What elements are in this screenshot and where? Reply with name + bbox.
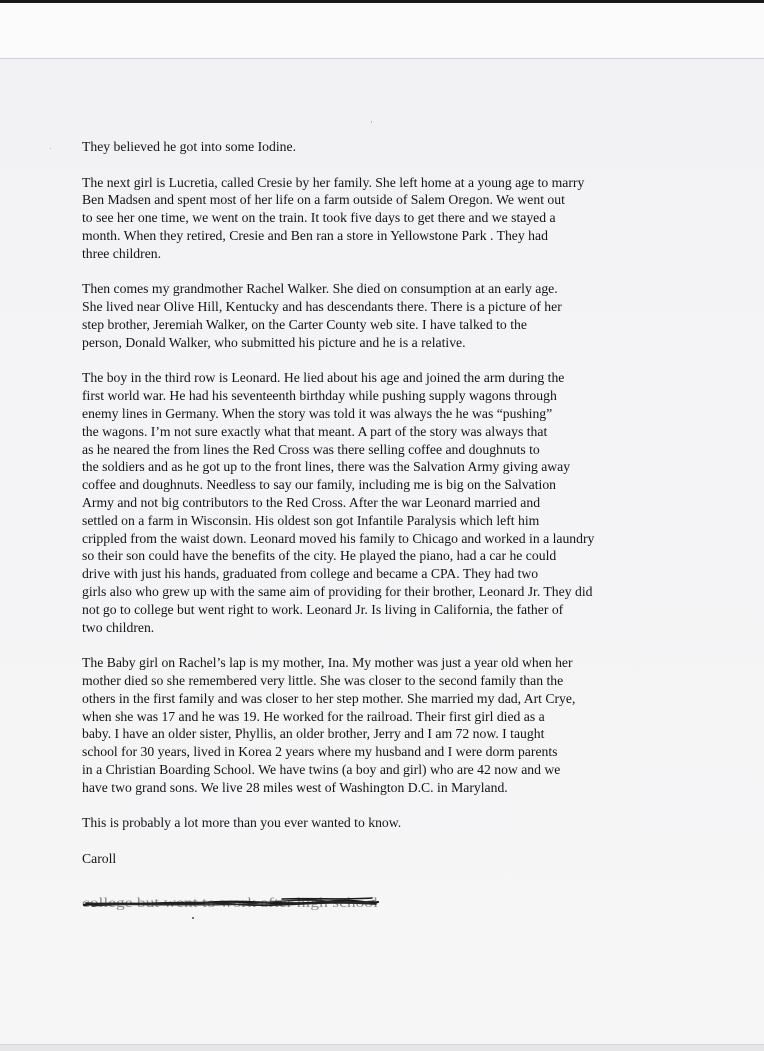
- text-line: coffee and doughnuts. Needless to say our family, including me is big on the Salvation: [82, 477, 557, 493]
- text-line: This is probably a lot more than you ever wanted to know.: [82, 815, 402, 831]
- text-line: the soldiers and as he got up to the front lines, there was the Salvation Army giving away: [82, 459, 571, 475]
- text-line: girls also who grew up with the same aim of providing for their brother, Leonard Jr. They did: [82, 583, 593, 599]
- text-line: They believed he got into some Iodine.: [82, 139, 297, 154]
- paragraph-4: [82, 369, 722, 636]
- struck-out-line: [82, 893, 382, 915]
- paragraph-3: [82, 280, 722, 351]
- text-line: The Baby girl on Rachel’s lap is my mother, Ina. My mother was just a year old when her: [82, 655, 573, 671]
- text-line: as he neared the from lines the Red Cross was there selling coffee and doughnuts to: [82, 441, 540, 457]
- scanner-edge: [0, 0, 764, 3]
- text-line: so their son could have the benefits of the city. He played the piano, had a car he could: [82, 548, 557, 564]
- paragraph-6: [82, 814, 722, 832]
- text-line: to see her one time, we went on the train. It took five days to get there and we stayed a: [82, 210, 556, 226]
- text-line: settled on a farm in Wisconsin. His oldest son got Infantile Paralysis which left him: [82, 512, 540, 528]
- text-line: school for 30 years, lived in Korea 2 years where my husband and I were dorm parents: [82, 744, 558, 760]
- text-line: month. When they retired, Cresie and Ben ran a store in Yellowstone Park . They had: [82, 227, 548, 243]
- text-line: mother died so she remembered very little. She was closer to the second family than the: [82, 672, 564, 688]
- scan-speck: [192, 917, 194, 919]
- paragraph-2: [82, 174, 722, 263]
- text-line: She lived near Olive Hill, Kentucky and has descendants there. There is a picture of her: [82, 299, 562, 315]
- text-line: crippled from the waist down. Leonard moved his family to Chicago and worked in a laundry: [82, 530, 595, 546]
- scanner-bed-strip: [0, 0, 764, 58]
- text-line: Then comes my grandmother Rachel Walker. She died on consumption at an early age.: [82, 281, 558, 297]
- sheet-bottom-edge: [0, 1044, 764, 1051]
- paragraph-1: [82, 138, 722, 156]
- text-line: when she was 17 and he was 19. He worked for the railroad. Their first girl died as a: [82, 708, 545, 724]
- text-line: Ben Madsen and spent most of her life on a farm outside of Salem Oregon. We went out: [82, 192, 565, 208]
- text-line: person, Donald Walker, who submitted his picture and he is a relative.: [82, 334, 466, 350]
- text-line: others in the first family and was closer to her step mother. She married my dad, Art Crye,: [82, 690, 576, 706]
- struck-text: college but went to work after high school: [82, 895, 379, 910]
- text-line: drive with just his hands, graduated from college and became a CPA. They had two: [82, 566, 539, 582]
- scan-speck: [371, 121, 372, 123]
- text-line: baby. I have an older sister, Phyllis, an older brother, Jerry and I am 72 now. I taught: [82, 726, 545, 742]
- scan-speck: [50, 148, 51, 149]
- text-line: the wagons. I’m not sure exactly what that meant. A part of the story was always that: [82, 423, 548, 439]
- text-line: enemy lines in Germany. When the story was told it was always the he was “pushing”: [82, 405, 553, 421]
- scribble-stroke-4: [282, 898, 372, 899]
- text-line: step brother, Jeremiah Walker, on the Carter County web site. I have talked to the: [82, 316, 527, 332]
- text-line: not go to college but went right to work. Leonard Jr. Is living in California, the father of: [82, 601, 564, 617]
- text-line: The boy in the third row is Leonard. He lied about his age and joined the arm during the: [82, 370, 565, 386]
- text-line: in a Christian Boarding School. We have twins (a boy and girl) who are 42 now and we: [82, 761, 561, 777]
- text-line: Caroll: [82, 850, 117, 866]
- text-line: three children.: [82, 245, 162, 261]
- signature-name: [82, 850, 722, 868]
- letter-body: [82, 138, 722, 885]
- paragraph-5: [82, 654, 722, 796]
- text-line: have two grand sons. We live 28 miles west of Washington D.C. in Maryland.: [82, 779, 508, 795]
- text-line: two children.: [82, 619, 155, 635]
- text-line: Army and not big contributors to the Red Cross. After the war Leonard married and: [82, 494, 541, 510]
- text-line: first world war. He had his seventeenth birthday while pushing supply wagons through: [82, 388, 557, 404]
- text-line: The next girl is Lucretia, called Cresie by her family. She left home at a young age to marry: [82, 174, 585, 190]
